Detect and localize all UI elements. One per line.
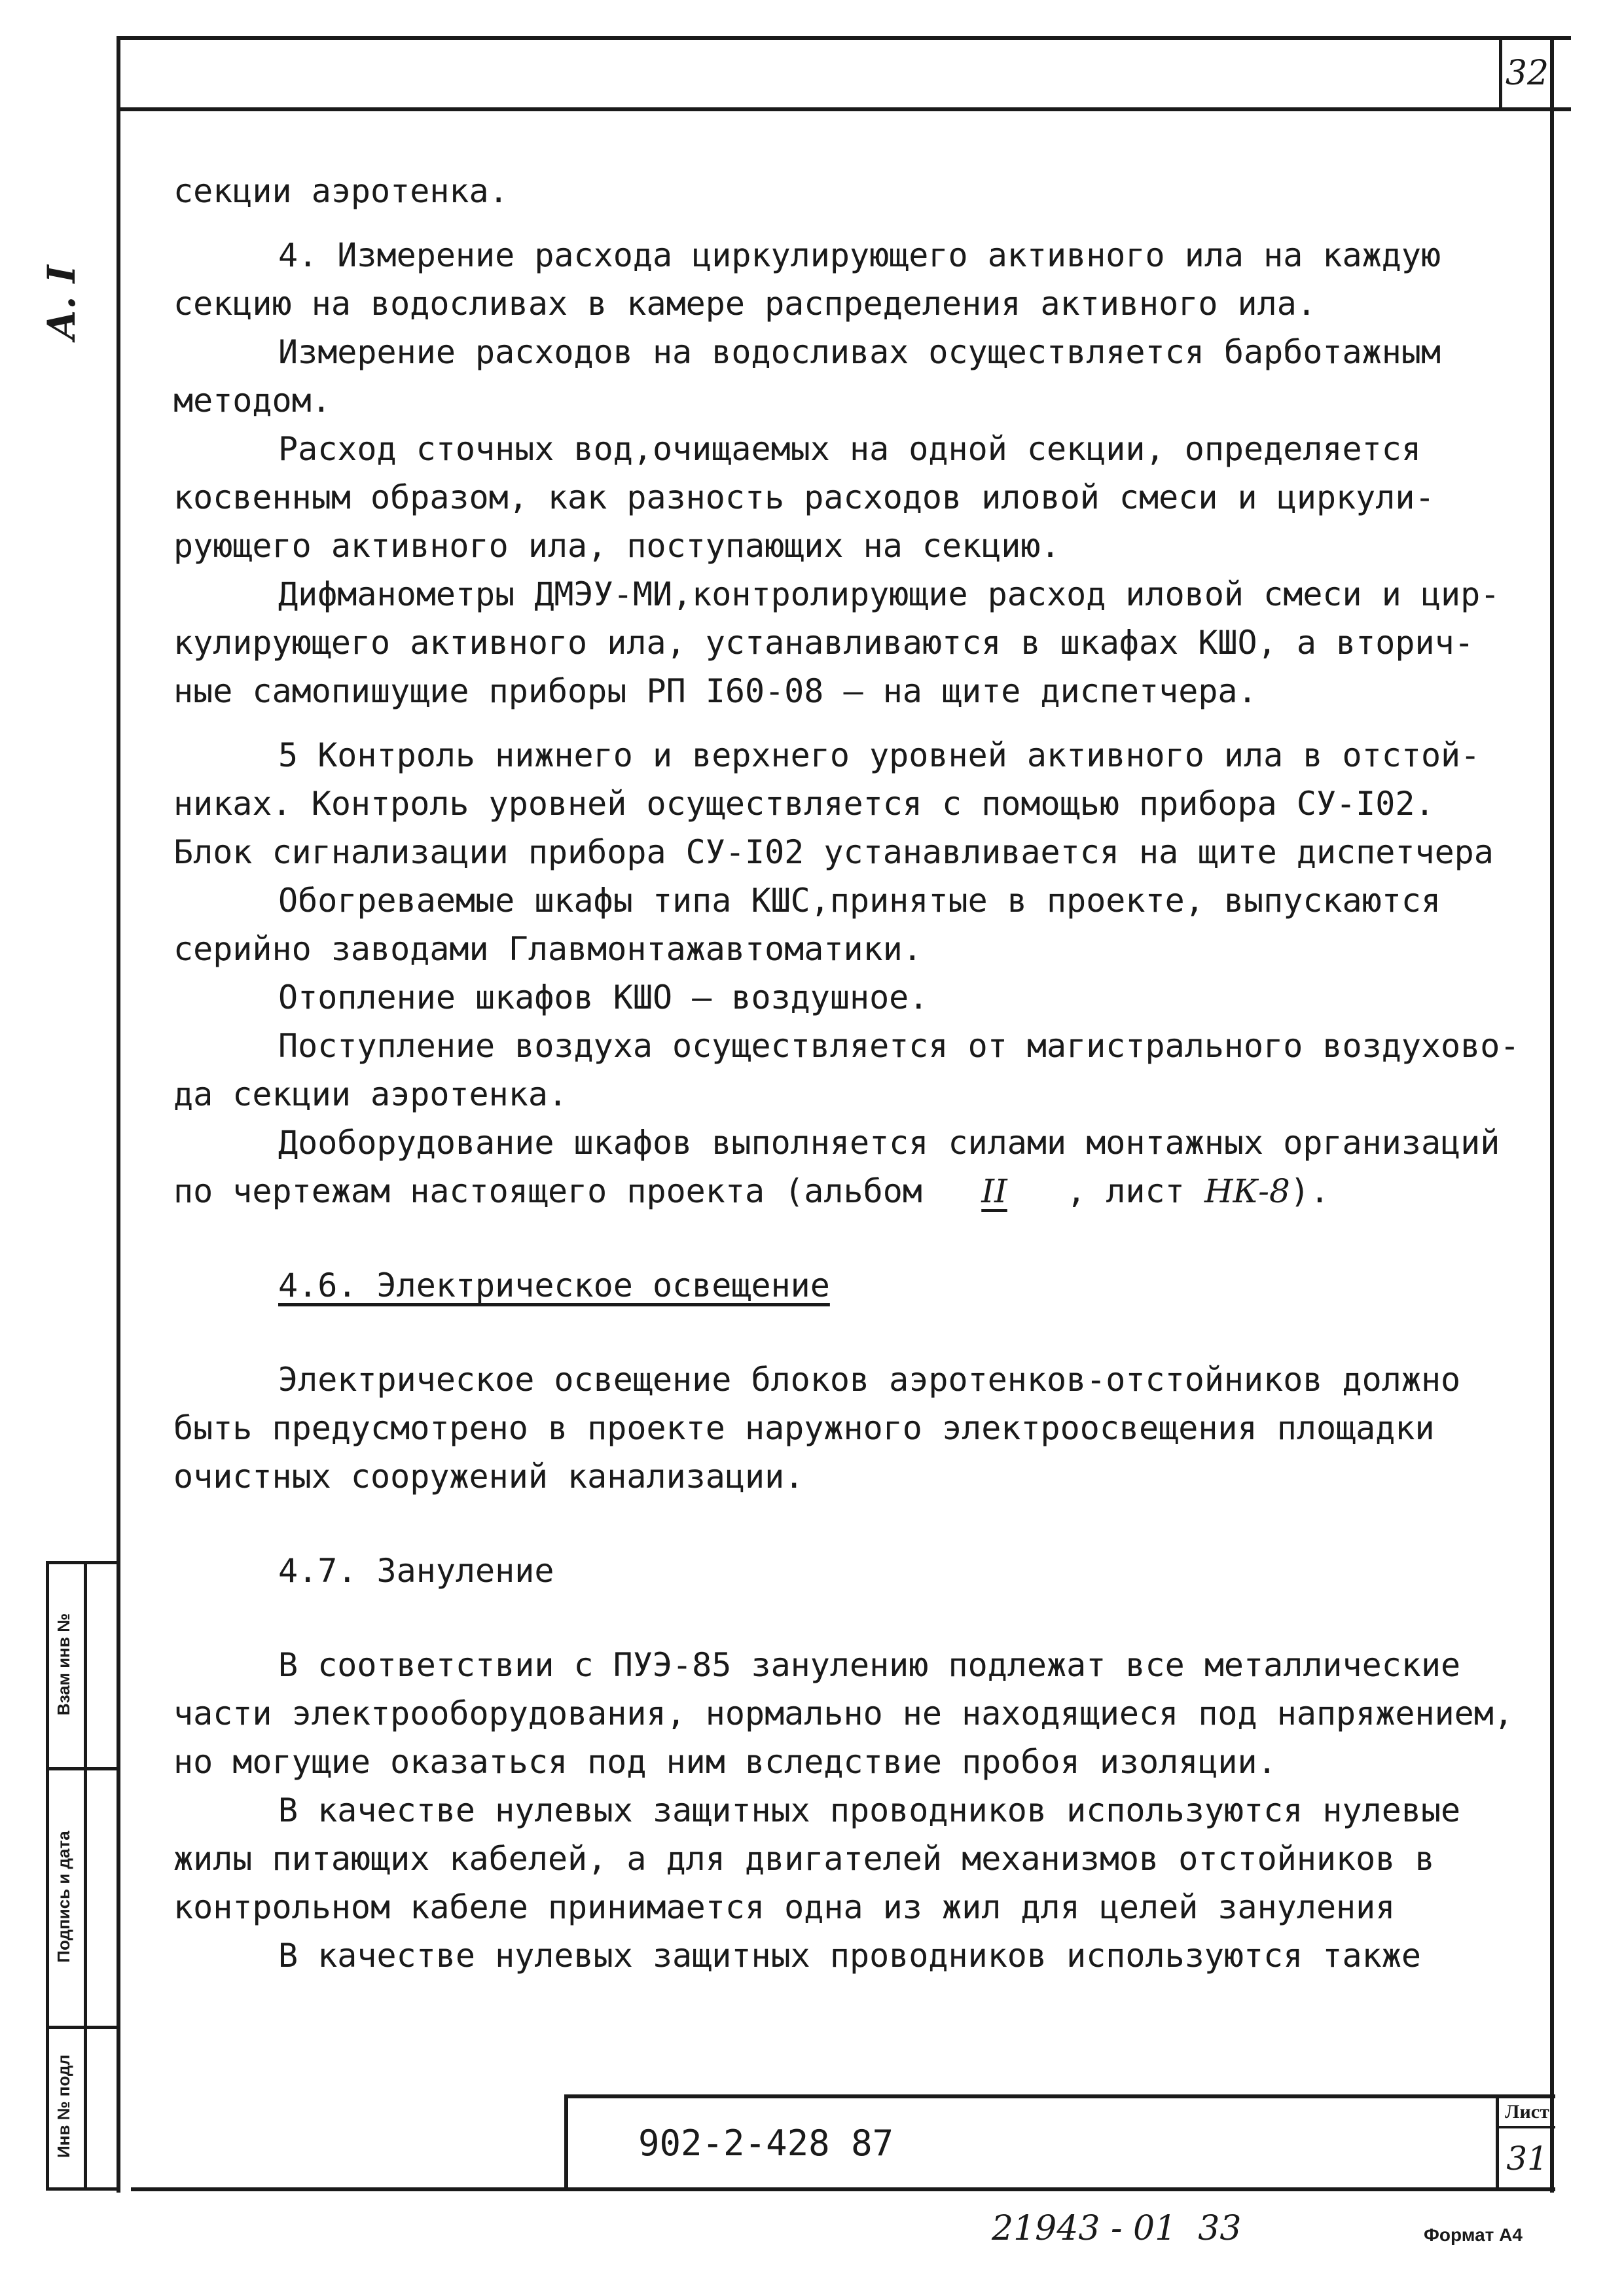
text-line: контрольном кабеле принимается одна из жил для целей зануления [173,1888,1396,1926]
text-line: Измерение расходов на водосливах осуществляется барботажным [278,333,1441,371]
section-heading-4-7: 4.7. Зануление [278,1552,554,1590]
text-line: очистных сооружений канализации. [173,1458,804,1496]
text-line-reference [173,1167,1555,1215]
text-line: секции аэротенка. [173,172,509,210]
side-stamp-top [46,1561,120,1564]
body-text [173,167,1555,1980]
frame-bottom [131,2187,1555,2191]
text-line: серийно заводами Главмонтажавтоматики. [173,930,922,968]
text-line: методом. [173,382,331,420]
text-line: да секции аэротенка. [173,1075,568,1113]
document-code [638,2121,893,2166]
text-line: Отопление шкафов КШО – воздушное. [278,978,929,1016]
text-line: секцию на водосливах в камере распределения активного ила. [173,285,1316,323]
page-number: 32 [1505,54,1549,93]
text-line: но могущие оказаться под ним вследствие пробоя изоляции. [173,1743,1277,1781]
album-number: II [981,1172,1007,1210]
side-stamp-inner [84,1561,87,2191]
text-line: рующего активного ила, поступающих на секцию. [173,527,1060,565]
text-line: никах. Контроль уровней осуществляется с помощью прибора СУ-I02. [173,785,1435,823]
album-mark: А. I [39,265,84,340]
side-stamp-outer-left [46,1561,49,2191]
text-line: кулирующего активного ила, устанавливаются в шкафах КШО, а вторич- [173,624,1474,662]
signature-date-label: Подпись и дата [54,1831,73,1963]
text-line: Обогреваемые шкафы типа КШС,принятые в проекте, выпускаются [278,882,1441,920]
text-line: Дифманометры ДМЭУ-МИ,контролирующие расход иловой смеси и цир- [278,575,1500,613]
text-line: 4. Измерение расхода циркулирующего активного ила на каждую [278,236,1441,274]
document-code-text: 902-2-428 87 [638,2123,894,2164]
text-line: косвенным образом, как разность расходов иловой смеси и циркули- [173,478,1435,516]
text-line: В качестве нулевых защитных проводников используются также [278,1937,1421,1975]
sheet-number: 31 [1506,2140,1548,2178]
frame-top [117,36,1571,40]
text-line: ные самопишущие приборы РП I60-08 – на щите диспетчера. [173,672,1257,710]
text-line: В соответствии с ПУЭ-85 занулению подлежат все металлические [278,1646,1461,1684]
text-line: жилы питающих кабелей, а для двигателей механизмов отстойников в [173,1840,1435,1878]
reference-text: по чертежам настоящего проекта (альбом [173,1172,922,1210]
text-line: В качестве нулевых защитных проводников используются нулевые [278,1791,1461,1829]
text-line: 5 Контроль нижнего и верхнего уровней активного ила в отстой- [278,736,1481,774]
inv-podl-label: Инв № подл [54,2054,73,2159]
text-line: Блок сигнализации прибора СУ-I02 устанавливается на щите диспетчера [173,833,1494,871]
archive-number: 21943 - 01 33 [992,2209,1242,2248]
sheet-reference: НК-8 [1204,1172,1290,1210]
format-label: Формат А4 [1424,2225,1523,2245]
text-line: быть предусмотрено в проекте наружного электроосвещения площадки [173,1409,1435,1447]
frame-header-bottom [117,107,1571,111]
text-line: части электрооборудования, нормально не находящиеся под напряжением, [173,1695,1513,1732]
section-heading-4-6: 4.6. Электрическое освещение [278,1266,830,1304]
title-block-left [564,2094,568,2191]
frame-left [117,36,120,2193]
side-stamp-divider-1 [46,1767,120,1770]
text-line: Расход сточных вод,очищаемых на одной секции, определяется [278,430,1421,468]
sheet-text: , лист [1066,1172,1185,1210]
vzam-inv-label: Взам инв № [54,1613,73,1716]
page-number-box-divider [1499,36,1502,110]
text-line: Поступление воздуха осуществляется от магистрального воздухово- [278,1027,1520,1065]
text-line: Дооборудование шкафов выполняется силами монтажных организаций [278,1124,1500,1162]
title-block-top [564,2094,1555,2098]
reference-close: ). [1290,1172,1330,1210]
sheet-label: Лист [1505,2101,1549,2123]
text-line: Электрическое освещение блоков аэротенков-отстойников должно [278,1361,1461,1399]
title-block-sheet-label-line [1496,2126,1555,2128]
